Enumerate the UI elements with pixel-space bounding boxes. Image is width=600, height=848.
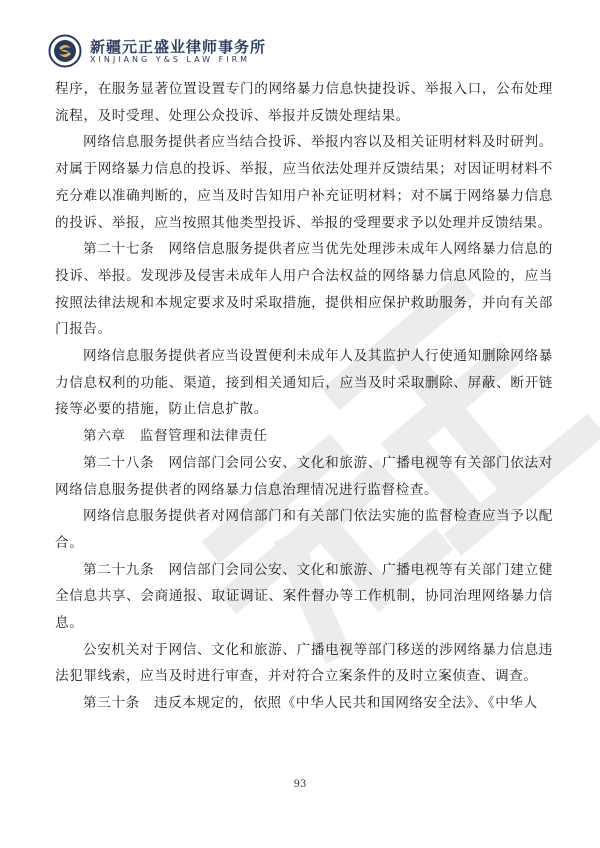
firm-name-en: XINJIANG Y&S LAW FIRM — [90, 55, 251, 64]
article-27-paragraph: 第二十七条 网络信息服务提供者应当优先处理涉未成年人网络暴力信息的投诉、举报。发现涉及侵害未成年人用户合法权益的网络暴力信息风险的，应当按照法律法规和本规定要求及时采取措施，提供相应保护救助服务，并向有关部门报告。 — [55, 241, 553, 338]
chapter-heading: 第六章 监督管理和法律责任 — [83, 428, 268, 445]
paragraph: 网络信息服务提供者应当设置便利未成年人及其监护人行使通知删除网络暴力信息权利的功能、渠道，接到相关通知后，应当及时采取删除、屏蔽、断开链接等必要的措施，防止信息扩散。 — [55, 348, 553, 418]
page-number: 93 — [293, 779, 307, 790]
firm-logo-icon — [48, 34, 82, 68]
article-29-paragraph: 第二十九条 网信部门会同公安、文化和旅游、广播电视等有关部门建立健全信息共享、会商通报、取证调证、案件督办等工作机制，协同治理网络暴力信息。 — [55, 561, 553, 632]
page-header — [48, 34, 568, 74]
article-30-paragraph: 第三十条 违反本规定的，依照《中华人民共和国网络安全法》、《中华人 — [83, 695, 538, 712]
paragraph: 网络信息服务提供者应当结合投诉、举报内容以及相关证明材料及时研判。对属于网络暴力信息的投诉、举报，应当依法处理并反馈结果；对因证明材料不充分难以准确判断的，应当及时告知用户补充证明材料；对不属于网络暴力信息的投诉、举报，应当按照其他类型投诉、举报的受理要求予以处理并反馈结果。 — [55, 134, 553, 231]
document-body — [55, 76, 553, 717]
paragraph: 程序，在服务显著位置设置专门的网络暴力信息快捷投诉、举报入口，公布处理流程，及时受理、处理公众投诉、举报并反馈处理结果。 — [55, 81, 553, 124]
firm-name-cn: 新疆元正盛业律师事务所 — [90, 38, 267, 56]
paragraph: 公安机关对于网信、文化和旅游、广播电视等部门移送的涉网络暴力信息违法犯罪线索，应当及时进行审查，并对符合立案条件的及时立案侦查、调查。 — [55, 641, 553, 685]
article-28-paragraph: 第二十八条 网信部门会同公安、文化和旅游、广播电视等有关部门依法对网络信息服务提供者的网络暴力信息治理情况进行监督检查。 — [55, 454, 553, 498]
paragraph: 网络信息服务提供者对网信部门和有关部门依法实施的监督检查应当予以配合。 — [55, 508, 553, 551]
